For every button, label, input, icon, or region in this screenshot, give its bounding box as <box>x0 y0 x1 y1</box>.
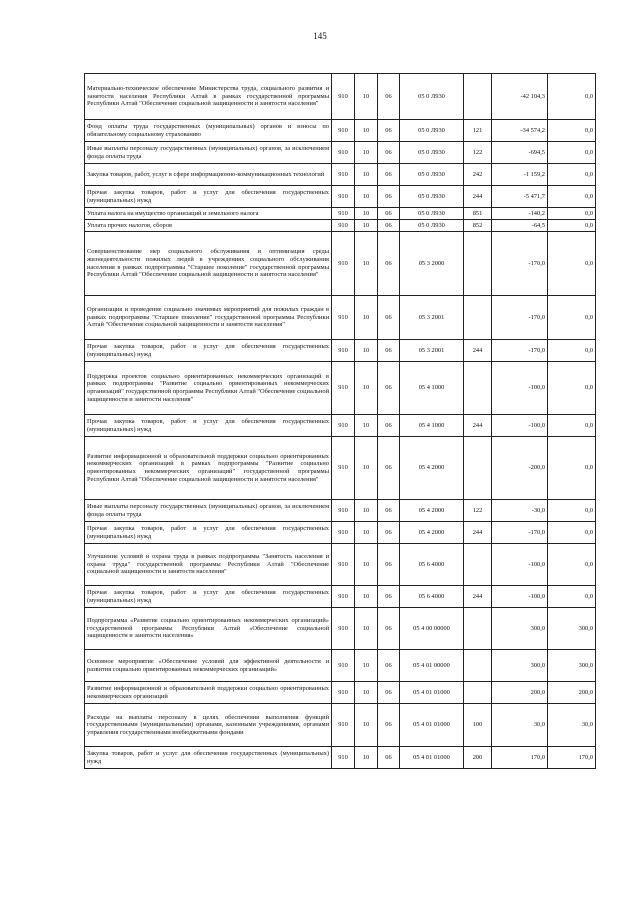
table-row <box>85 682 596 704</box>
table-cell-sum-1: -64,5 <box>492 220 548 232</box>
table-cell-target-item: 05 4 2000 <box>400 500 464 522</box>
table-cell-target-item: 05 6 4000 <box>400 544 464 586</box>
table-cell-section: 10 <box>355 608 378 650</box>
table-cell-section: 10 <box>355 120 378 142</box>
table-cell-subsection: 06 <box>378 220 400 232</box>
table-cell-sum-1: -100,0 <box>492 544 548 586</box>
table-cell-sum-1: -42 104,3 <box>492 74 548 120</box>
table-cell-expense-type: 244 <box>464 522 492 544</box>
table-cell-target-item: 05 4 1000 <box>400 415 464 437</box>
table-cell-section: 10 <box>355 586 378 608</box>
table-row <box>85 362 596 415</box>
table-cell-subsection: 06 <box>378 747 400 769</box>
table-row <box>85 186 596 208</box>
table-cell-subsection: 06 <box>378 415 400 437</box>
table-cell-admin-code: 910 <box>332 74 355 120</box>
table-cell-admin-code: 910 <box>332 500 355 522</box>
table-row <box>85 340 596 362</box>
table-cell-target-item: 05 4 01 01000 <box>400 747 464 769</box>
table-cell-sum-2: 200,0 <box>548 682 596 704</box>
table-cell-expense-type: 200 <box>464 747 492 769</box>
table-cell-sum-1: 200,0 <box>492 682 548 704</box>
table-cell-sum-1: -170,0 <box>492 340 548 362</box>
table-row <box>85 415 596 437</box>
table-cell-expense-type: 242 <box>464 164 492 186</box>
table-cell-sum-1: 30,0 <box>492 704 548 747</box>
table-cell-name: Расходы на выплаты персоналу в целях обеспечения выполнения функций государственными (муниципальными) органами, казенными учреждениями, органами управления государственными внебюджетными фондами <box>85 704 332 747</box>
table-cell-sum-2: 0,0 <box>548 142 596 164</box>
table-cell-admin-code: 910 <box>332 682 355 704</box>
table-cell-expense-type: 244 <box>464 586 492 608</box>
table-cell-sum-2: 0,0 <box>548 74 596 120</box>
table-cell-target-item: 05 4 00 00000 <box>400 608 464 650</box>
table-cell-sum-2: 30,0 <box>548 704 596 747</box>
table-cell-sum-2: 0,0 <box>548 544 596 586</box>
table-cell-subsection: 06 <box>378 500 400 522</box>
table-cell-target-item: 05 4 01 00000 <box>400 650 464 682</box>
table-cell-name: Развитие информационной и образовательной поддержки социально ориентированных некоммерческих организаций <box>85 682 332 704</box>
table-cell-target-item: 05 4 2000 <box>400 437 464 500</box>
table-cell-target-item: 05 4 01 01000 <box>400 682 464 704</box>
table-cell-name: Иные выплаты персоналу государственных (муниципальных) органов, за исключением фонда оплаты труда <box>85 500 332 522</box>
table-cell-admin-code: 910 <box>332 208 355 220</box>
table-cell-target-item: 05 4 01 01000 <box>400 704 464 747</box>
table-cell-sum-2: 0,0 <box>548 340 596 362</box>
table-cell-expense-type: 122 <box>464 142 492 164</box>
table-cell-name: Материально-техническое обеспечение Министерства труда, социального развития и занятости населения Республики Алтай в рамках государственной программы Республики Алтай "Обеспечение социальной защищенности и занятости населения" <box>85 74 332 120</box>
table-cell-target-item: 05 0 Л930 <box>400 220 464 232</box>
table-row <box>85 704 596 747</box>
table-cell-admin-code: 910 <box>332 608 355 650</box>
budget-table <box>84 73 596 769</box>
table-cell-admin-code: 910 <box>332 586 355 608</box>
page-number: 145 <box>313 31 327 41</box>
table-cell-expense-type <box>464 296 492 340</box>
table-cell-admin-code: 910 <box>332 544 355 586</box>
table-cell-sum-1: -694,5 <box>492 142 548 164</box>
table-cell-sum-2: 0,0 <box>548 120 596 142</box>
table-row <box>85 522 596 544</box>
table-cell-section: 10 <box>355 522 378 544</box>
table-row <box>85 544 596 586</box>
table-cell-subsection: 06 <box>378 682 400 704</box>
table-cell-subsection: 06 <box>378 608 400 650</box>
table-cell-sum-1: -34 574,2 <box>492 120 548 142</box>
table-cell-subsection: 06 <box>378 362 400 415</box>
table-cell-name: Прочая закупка товаров, работ и услуг для обеспечения государственных (муниципальных) нужд <box>85 340 332 362</box>
table-cell-name: Организация и проведение социально значимых мероприятий для пожилых граждан в рамках подпрограммы "Старшее поколение" государственной программы Республики Алтай "Обеспечение социальной защищенности и занятости населения" <box>85 296 332 340</box>
table-cell-section: 10 <box>355 142 378 164</box>
table-cell-sum-1: -100,0 <box>492 362 548 415</box>
table-cell-subsection: 06 <box>378 142 400 164</box>
table-cell-subsection: 06 <box>378 74 400 120</box>
table-cell-sum-2: 0,0 <box>548 586 596 608</box>
table-cell-subsection: 06 <box>378 186 400 208</box>
table-cell-target-item: 05 3 2001 <box>400 340 464 362</box>
table-cell-sum-1: -100,0 <box>492 586 548 608</box>
table-cell-admin-code: 910 <box>332 232 355 296</box>
table-cell-expense-type <box>464 74 492 120</box>
table-cell-sum-1: -170,0 <box>492 232 548 296</box>
table-cell-expense-type <box>464 362 492 415</box>
table-cell-name: Прочая закупка товаров, работ и услуг для обеспечения государственных (муниципальных) нужд <box>85 415 332 437</box>
table-cell-subsection: 06 <box>378 232 400 296</box>
table-cell-target-item: 05 0 Л930 <box>400 120 464 142</box>
table-cell-section: 10 <box>355 340 378 362</box>
table-cell-expense-type: 244 <box>464 340 492 362</box>
table-cell-sum-1: -30,0 <box>492 500 548 522</box>
table-cell-expense-type <box>464 608 492 650</box>
table-cell-subsection: 06 <box>378 164 400 186</box>
table-cell-subsection: 06 <box>378 340 400 362</box>
table-cell-section: 10 <box>355 164 378 186</box>
table-cell-expense-type <box>464 437 492 500</box>
table-cell-subsection: 06 <box>378 296 400 340</box>
table-cell-name: Развитие информационной и образовательной поддержки социально ориентированных некоммерческих организаций в рамках подпрограммы "Развитие социально ориентированных некоммерческих организаций" государственной программы Республики Алтай "Обеспечение социальной защищенности и занятости населения" <box>85 437 332 500</box>
table-cell-sum-2: 170,0 <box>548 747 596 769</box>
table-cell-sum-2: 0,0 <box>548 522 596 544</box>
table-cell-sum-1: -100,0 <box>492 415 548 437</box>
table-cell-subsection: 06 <box>378 544 400 586</box>
table-cell-section: 10 <box>355 296 378 340</box>
table-cell-sum-2: 0,0 <box>548 208 596 220</box>
table-cell-expense-type: 100 <box>464 704 492 747</box>
table-cell-subsection: 06 <box>378 208 400 220</box>
table-row <box>85 586 596 608</box>
table-cell-admin-code: 910 <box>332 296 355 340</box>
table-cell-sum-1: -140,2 <box>492 208 548 220</box>
table-cell-admin-code: 910 <box>332 362 355 415</box>
table-cell-sum-2: 0,0 <box>548 437 596 500</box>
table-cell-name: Прочая закупка товаров, работ и услуг для обеспечения государственных (муниципальных) нужд <box>85 522 332 544</box>
table-cell-expense-type: 851 <box>464 208 492 220</box>
table-cell-sum-2: 0,0 <box>548 296 596 340</box>
table-row <box>85 747 596 769</box>
table-cell-name: Совершенствование мер социального обслуживания и оптимизация среды жизнедеятельности пожилых людей в учреждениях социального обслуживания населения в рамках подпрограммы "Старшее поколение" государственной программы Республики Алтай "Обеспечение социальной защищенности и занятости населения" <box>85 232 332 296</box>
table-cell-section: 10 <box>355 415 378 437</box>
table-cell-subsection: 06 <box>378 120 400 142</box>
table-cell-target-item: 05 0 Л930 <box>400 186 464 208</box>
table-cell-sum-2: 0,0 <box>548 415 596 437</box>
table-row <box>85 220 596 232</box>
table-cell-sum-1: 170,0 <box>492 747 548 769</box>
table-cell-name: Закупка товаров, работ, услуг в сфере информационно-коммуникационных технологий <box>85 164 332 186</box>
table-cell-name: Подпрограмма «Развитие социально ориентированных некоммерческих организаций» государственной программы Республики Алтай «Обеспечение социальной защищенности и занятости населения» <box>85 608 332 650</box>
table-cell-name: Прочая закупка товаров, работ и услуг для обеспечения государственных (муниципальных) нужд <box>85 186 332 208</box>
table-cell-admin-code: 910 <box>332 437 355 500</box>
table-cell-sum-1: -200,0 <box>492 437 548 500</box>
table-cell-section: 10 <box>355 362 378 415</box>
table-cell-target-item: 05 0 Л930 <box>400 74 464 120</box>
table-cell-section: 10 <box>355 747 378 769</box>
table-cell-sum-1: -5 471,7 <box>492 186 548 208</box>
table-cell-subsection: 06 <box>378 586 400 608</box>
table-cell-expense-type: 244 <box>464 415 492 437</box>
table-cell-target-item: 05 4 2000 <box>400 522 464 544</box>
table-cell-expense-type: 244 <box>464 186 492 208</box>
table-cell-section: 10 <box>355 232 378 296</box>
table-cell-sum-2: 0,0 <box>548 362 596 415</box>
table-cell-sum-1: -170,0 <box>492 522 548 544</box>
table-row <box>85 208 596 220</box>
table-row <box>85 500 596 522</box>
table-cell-sum-2: 0,0 <box>548 186 596 208</box>
table-row <box>85 296 596 340</box>
table-cell-name: Уплата налога на имущество организаций и земельного налога <box>85 208 332 220</box>
table-cell-name: Улучшение условий и охрана труда в рамках подпрограммы "Занятость населения и охрана труда" государственной программы Республики Алтай "Обеспечение социальной защищенности и занятости населения" <box>85 544 332 586</box>
table-cell-sum-2: 0,0 <box>548 232 596 296</box>
table-cell-target-item: 05 0 Л930 <box>400 142 464 164</box>
table-cell-admin-code: 910 <box>332 164 355 186</box>
table-cell-subsection: 06 <box>378 437 400 500</box>
table-cell-target-item: 05 0 Л930 <box>400 164 464 186</box>
table-cell-name: Фонд оплаты труда государственных (муниципальных) органов и взносы по обязательному социальному страхованию <box>85 120 332 142</box>
table-cell-admin-code: 910 <box>332 142 355 164</box>
table-cell-admin-code: 910 <box>332 704 355 747</box>
table-cell-section: 10 <box>355 500 378 522</box>
table-cell-sum-1: -170,0 <box>492 296 548 340</box>
table-cell-admin-code: 910 <box>332 522 355 544</box>
table-cell-target-item: 05 0 Л930 <box>400 208 464 220</box>
table-cell-section: 10 <box>355 74 378 120</box>
table-cell-sum-2: 300,0 <box>548 650 596 682</box>
table-cell-name: Закупка товаров, работ и услуг для обеспечения государственных (муниципальных) нужд <box>85 747 332 769</box>
table-cell-section: 10 <box>355 186 378 208</box>
table-cell-sum-2: 0,0 <box>548 220 596 232</box>
table-cell-expense-type <box>464 650 492 682</box>
table-cell-admin-code: 910 <box>332 186 355 208</box>
table-cell-name: Основное мероприятие «Обеспечение условий для эффективной деятельности и развития социально ориентированных некоммерческих организаций» <box>85 650 332 682</box>
table-cell-subsection: 06 <box>378 522 400 544</box>
table-cell-subsection: 06 <box>378 650 400 682</box>
table-cell-target-item: 05 3 2000 <box>400 232 464 296</box>
table-cell-name: Прочая закупка товаров, работ и услуг для обеспечения государственных (муниципальных) нужд <box>85 586 332 608</box>
table-cell-admin-code: 910 <box>332 415 355 437</box>
table-cell-section: 10 <box>355 704 378 747</box>
table-cell-section: 10 <box>355 544 378 586</box>
table-row <box>85 650 596 682</box>
table-cell-sum-1: 300,0 <box>492 650 548 682</box>
table-cell-expense-type <box>464 682 492 704</box>
table-cell-name: Уплата прочих налогов, сборов <box>85 220 332 232</box>
table-cell-admin-code: 910 <box>332 120 355 142</box>
table-row <box>85 164 596 186</box>
table-cell-section: 10 <box>355 208 378 220</box>
table-row <box>85 232 596 296</box>
table-cell-sum-1: -1 159,2 <box>492 164 548 186</box>
table-cell-section: 10 <box>355 682 378 704</box>
table-cell-target-item: 05 3 2001 <box>400 296 464 340</box>
table-cell-expense-type: 121 <box>464 120 492 142</box>
table-cell-expense-type <box>464 232 492 296</box>
table-cell-admin-code: 910 <box>332 747 355 769</box>
table-cell-section: 10 <box>355 650 378 682</box>
table-cell-expense-type: 852 <box>464 220 492 232</box>
table-cell-admin-code: 910 <box>332 340 355 362</box>
table-cell-sum-1: 300,0 <box>492 608 548 650</box>
table-cell-expense-type <box>464 544 492 586</box>
table-cell-sum-2: 0,0 <box>548 500 596 522</box>
table-cell-subsection: 06 <box>378 704 400 747</box>
table-cell-admin-code: 910 <box>332 220 355 232</box>
table-cell-section: 10 <box>355 220 378 232</box>
table-row <box>85 74 596 120</box>
table-row <box>85 437 596 500</box>
table-cell-expense-type: 122 <box>464 500 492 522</box>
table-cell-name: Иные выплаты персоналу государственных (муниципальных) органов, за исключением фонда оплаты труда <box>85 142 332 164</box>
table-row <box>85 142 596 164</box>
table-cell-target-item: 05 6 4000 <box>400 586 464 608</box>
table-cell-name: Поддержка проектов социально ориентированных некоммерческих организаций в рамках подпрограммы "Развитие социально ориентированных некоммерческих организаций" государственной программы Республики Алтай "Обеспечение социальной защищенности и занятости населения" <box>85 362 332 415</box>
table-cell-sum-2: 0,0 <box>548 164 596 186</box>
table-cell-section: 10 <box>355 437 378 500</box>
table-cell-target-item: 05 4 1000 <box>400 362 464 415</box>
table-row <box>85 608 596 650</box>
table-row <box>85 120 596 142</box>
table-cell-sum-2: 300,0 <box>548 608 596 650</box>
table-cell-admin-code: 910 <box>332 650 355 682</box>
